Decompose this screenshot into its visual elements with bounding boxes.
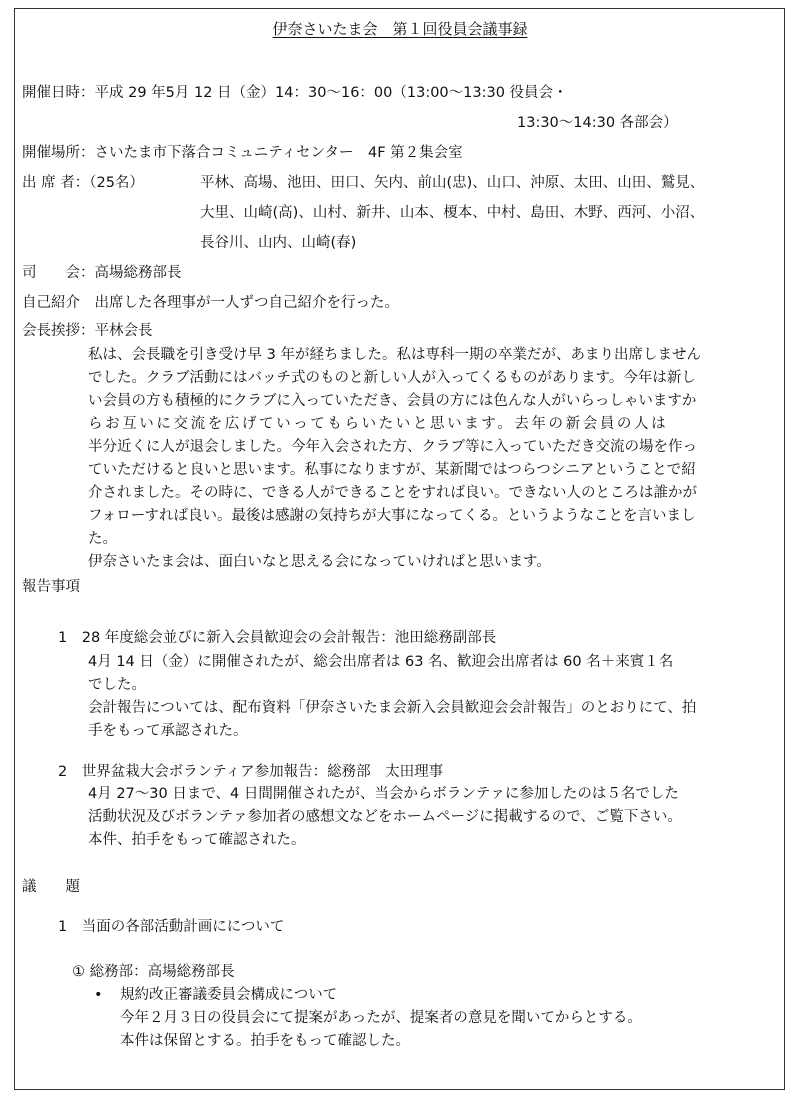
bullet-icon: • xyxy=(94,987,103,1003)
greeting-paragraph-line: 介されました。その時に、できる人ができることをすれば良い。できない人のところは誰かが xyxy=(88,485,697,501)
agenda-bullet-line: 今年２月３日の役員会にて提案があったが、提案者の意見を聞いてからとする。 xyxy=(120,1010,642,1026)
attendees-list: 大里、山崎(高)、山村、新井、山本、榎本、中村、島田、木野、西河、小沼、 xyxy=(200,205,705,221)
greeting-paragraph-line: 私は、会長職を引き受け早 3 年が経ちました。私は専科一期の卒業だが、あまり出席しません xyxy=(88,347,701,363)
greeting-paragraph-line: フォローすれば良い。最後は感謝の気持ちが大事になってくる。というようなことを言いまし xyxy=(88,508,696,524)
greeting-paragraph-line: た。 xyxy=(88,531,117,547)
agenda-item-title: 1 当面の各部活動計画にについて xyxy=(58,919,285,935)
agenda-bullet-line: 本件は保留とする。拍手をもって確認した。 xyxy=(120,1033,410,1049)
attendees-label: 出 席 者：（25名） xyxy=(22,175,144,191)
attendees-list: 平林、高場、池田、田口、矢内、前山(忠)、山口、沖原、太田、山田、鷲見、 xyxy=(200,175,705,191)
greeting-heading: 会長挨拶：平林会長 xyxy=(22,323,153,339)
reports-heading: 報告事項 xyxy=(22,579,80,595)
report-item-line: 本件、拍手をもって確認された。 xyxy=(88,832,306,848)
meeting-date: 開催日時：平成 29 年5月 12 日（金）14：30〜16：00（13:00〜13:30 役員会・ xyxy=(22,85,568,101)
meeting-place: 開催場所：さいたま市下落合コミュニティセンター 4F 第２集会室 xyxy=(22,145,463,161)
report-item-line: 4月 27〜30 日まで、4 日間開催されたが、当会からボランテァに参加したのは５名でした xyxy=(88,786,679,802)
report-item-line: 会計報告については、配布資料「伊奈さいたま会新入会員歓迎会会計報告」のとおりにて、拍 xyxy=(88,700,697,716)
greeting-paragraph-line: らお互いに交流を広げていってもらいたいと思います。去年の新会員の人は xyxy=(88,416,669,432)
attendees-list: 長谷川、山内、山崎(春) xyxy=(200,235,357,251)
self-introduction: 自己紹介 出席した各理事が一人ずつ自己紹介を行った。 xyxy=(22,295,399,311)
meeting-date-continued: 13:30〜14:30 各部会） xyxy=(517,115,678,131)
report-item-line: でした。 xyxy=(88,677,146,693)
chairperson: 司 会：高場総務部長 xyxy=(22,265,182,281)
greeting-paragraph-line: い会員の方も積極的にクラブに入っていただき、会員の方には色んな人がいらっしゃいますか xyxy=(88,393,697,409)
report-item-line: 4月 14 日（金）に開催されたが、総会出席者は 63 名、歓迎会出席者は 60 名＋来賓１名 xyxy=(88,654,674,670)
report-item-title: 2 世界盆栽大会ボランティア参加報告：総務部 太田理事 xyxy=(58,764,444,780)
agenda-bullet-title: 規約改正審議委員会構成について xyxy=(120,987,338,1003)
report-item-line: 手をもって承認された。 xyxy=(88,723,248,739)
report-item-title: 1 28 年度総会並びに新入会員歓迎会の会計報告：池田総務副部長 xyxy=(58,630,497,646)
agenda-heading: 議 題 xyxy=(22,879,80,895)
document-title: 伊奈さいたま会 第１回役員会議事録 xyxy=(272,20,528,38)
greeting-paragraph-line: 伊奈さいたま会は、面白いなと思える会になっていければと思います。 xyxy=(88,554,551,570)
report-item-line: 活動状況及びボランテァ参加者の感想文などをホームページに掲載するので、ご覧下さい。 xyxy=(88,809,682,825)
greeting-paragraph-line: 半分近くに人が退会しました。今年入会された方、クラブ等に入っていただき交流の場を作っ xyxy=(88,439,697,455)
greeting-paragraph-line: ていただけると良いと思います。私事になりますが、某新聞ではつらつシニアということで紹 xyxy=(88,462,696,478)
greeting-paragraph-line: でした。クラブ活動にはバッチ式のものと新しい人が入ってくるものがあります。今年は新し xyxy=(88,370,696,386)
agenda-subitem-title: ① 総務部：高場総務部長 xyxy=(72,964,235,980)
